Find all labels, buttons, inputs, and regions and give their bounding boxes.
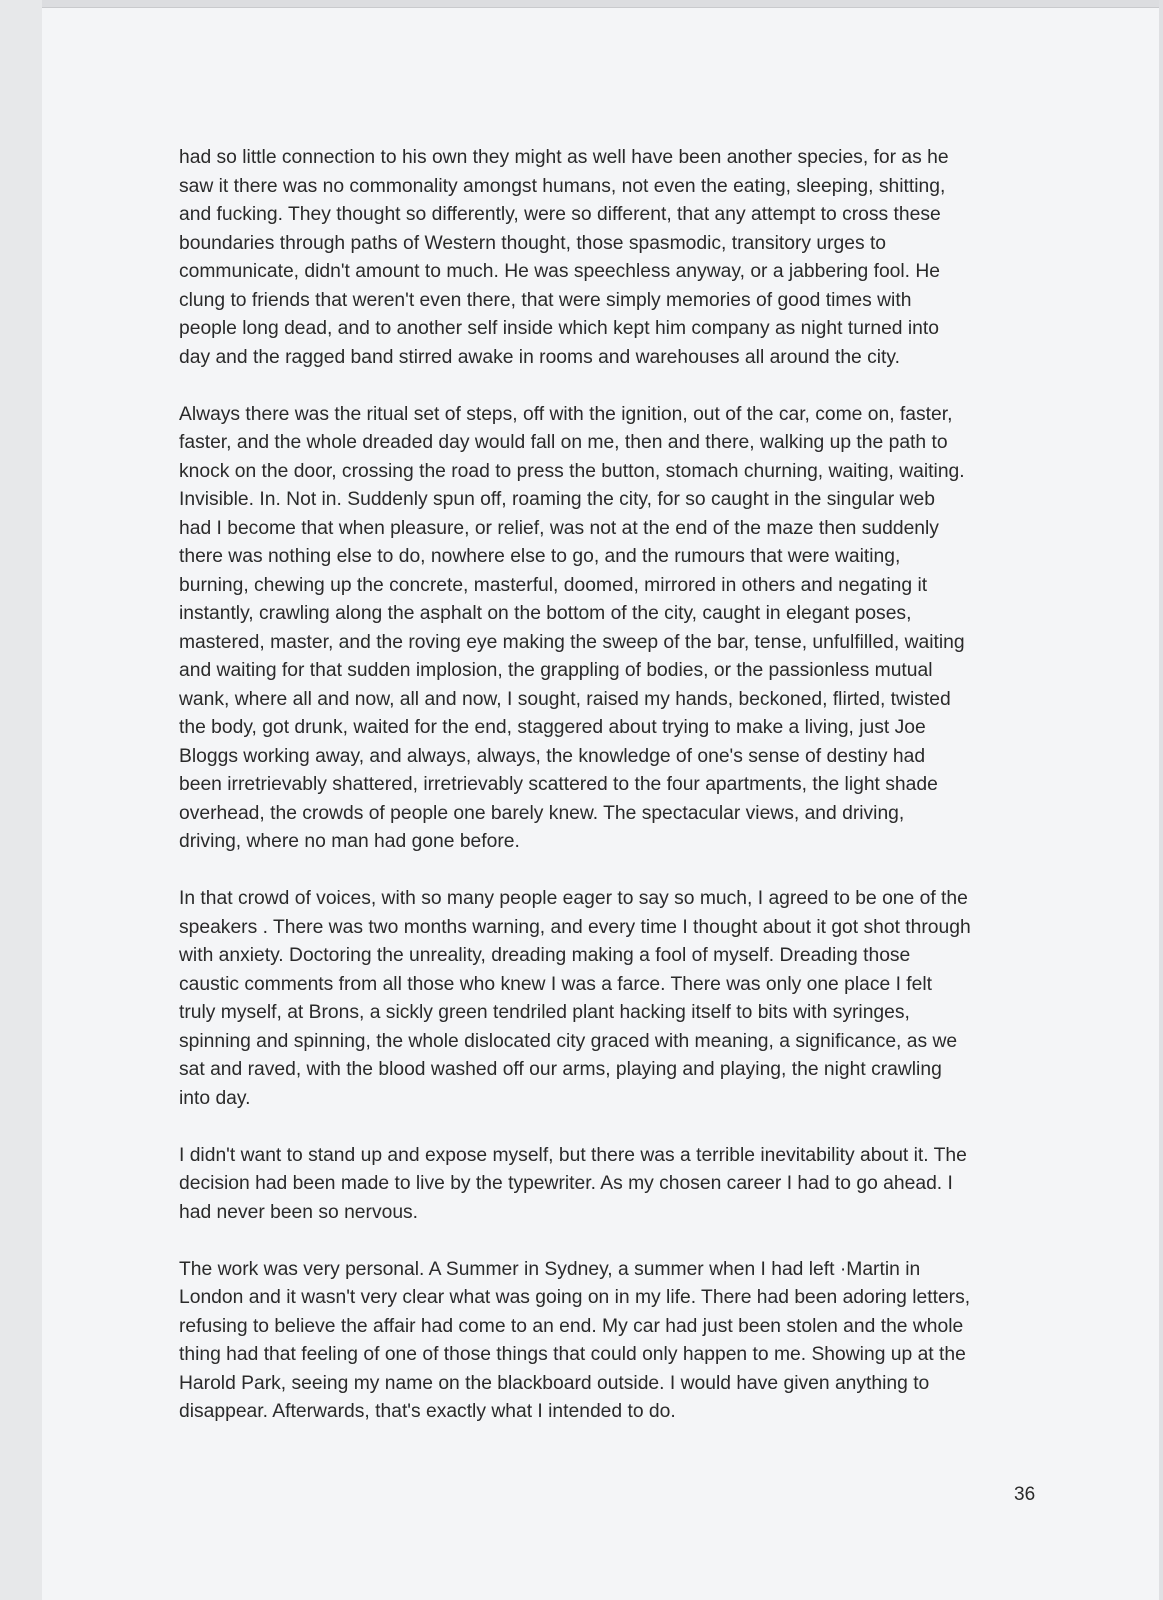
text-line: clung to friends that weren't even there, that were simply memories of good times with bbox=[179, 289, 912, 311]
paragraph-gap bbox=[179, 372, 1049, 401]
text-line: overhead, the crowds of people one barely knew. The spectacular views, and driving, bbox=[179, 802, 905, 824]
text-line: people long dead, and to another self inside which kept him company as night turned into bbox=[179, 318, 939, 339]
text-line: mastered, master, and the roving eye making the sweep of the bar, tense, unfulfilled, waiting bbox=[179, 631, 965, 653]
scan-edge-right bbox=[1159, 0, 1163, 1600]
text-line: Harold Park, seeing my name on the blackboard outside. I would have given anything to bbox=[179, 1372, 930, 1394]
text-line: faster, and the whole dreaded day would fall on me, then and there, walking up the path to bbox=[179, 432, 948, 453]
paragraph-gap bbox=[179, 1113, 1049, 1142]
text-line: knock on the door, crossing the road to press the button, stomach churning, waiting, waiting. bbox=[179, 460, 965, 482]
text-line: been irretrievably shattered, irretrievably scattered to the four apartments, the light shade bbox=[179, 774, 938, 795]
text-line: decision had been made to live by the typewriter. As my chosen career I had to go ahead. I bbox=[179, 1173, 953, 1194]
page-number: 36 bbox=[1014, 1484, 1036, 1505]
paragraph-5 bbox=[179, 1256, 1049, 1427]
text-line: truly myself, at Brons, a sickly green tendriled plant hacking itself to bits with syringes, bbox=[179, 1002, 910, 1023]
text-line: there was nothing else to do, nowhere else to go, and the rumours that were waiting, bbox=[179, 546, 901, 567]
text-line: spinning and spinning, the whole dislocated city graced with meaning, a significance, as we bbox=[179, 1030, 958, 1052]
text-line: instantly, crawling along the asphalt on the bottom of the city, caught in elegant poses, bbox=[179, 603, 912, 624]
text-line: refusing to believe the affair had come to an end. My car had just been stolen and the whole bbox=[179, 1315, 964, 1337]
text-line: saw it there was no commonality amongst humans, not even the eating, sleeping, shitting, bbox=[179, 175, 946, 197]
scan-edge-top bbox=[42, 0, 1163, 8]
text-line: communicate, didn't amount to much. He was speechless anyway, or a jabbering fool. He bbox=[179, 261, 941, 282]
text-line: day and the ragged band stirred awake in rooms and warehouses all around the city. bbox=[179, 346, 900, 368]
text-line: thing had that feeling of one of those things that could only happen to me. Showing up at the bbox=[179, 1344, 966, 1365]
text-line: the body, got drunk, waited for the end, staggered about trying to make a living, just Joe bbox=[179, 717, 926, 738]
paragraph-2 bbox=[179, 401, 1049, 857]
text-line: London and it wasn't very clear what was going on in my life. There had been adoring letters, bbox=[179, 1287, 971, 1308]
text-line: wank, where all and now, all and now, I sought, raised my hands, beckoned, flirted, twisted bbox=[179, 688, 951, 710]
paragraph-gap bbox=[179, 1227, 1049, 1256]
text-line: boundaries through paths of Western thought, those spasmodic, transitory urges to bbox=[179, 232, 887, 254]
text-line: In that crowd of voices, with so many people eager to say so much, I agreed to be one of the bbox=[179, 888, 968, 909]
text-line: with anxiety. Doctoring the unreality, dreading making a fool of myself. Dreading those bbox=[179, 945, 911, 966]
text-line: sat and raved, with the blood washed off our arms, playing and playing, the night crawling bbox=[179, 1059, 942, 1080]
paragraph-3 bbox=[179, 885, 1049, 1113]
text-line: and waiting for that sudden implosion, the grappling of bodies, or the passionless mutual bbox=[179, 660, 933, 681]
text-line: Bloggs working away, and always, always, the knowledge of one's sense of destiny had bbox=[179, 745, 926, 767]
scan-edge-left bbox=[0, 0, 42, 1600]
text-line: Always there was the ritual set of steps, off with the ignition, out of the car, come on, faster, bbox=[179, 403, 953, 425]
paragraph-gap bbox=[179, 857, 1049, 886]
text-line: driving, where no man had gone before. bbox=[179, 831, 520, 852]
text-line: I didn't want to stand up and expose myself, but there was a terrible inevitability about it. The bbox=[179, 1144, 967, 1166]
paragraph-1 bbox=[179, 144, 1049, 372]
text-line: had I become that when pleasure, or relief, was not at the end of the maze then suddenly bbox=[179, 517, 939, 539]
document-body bbox=[179, 144, 1049, 1427]
text-line: into day. bbox=[179, 1087, 251, 1109]
text-line: Invisible. In. Not in. Suddenly spun off, roaming the city, for so caught in the singular web bbox=[179, 489, 935, 510]
text-line: The work was very personal. A Summer in Sydney, a summer when I had left ·Martin in bbox=[179, 1258, 921, 1280]
text-line: burning, chewing up the concrete, masterful, doomed, mirrored in others and negating it bbox=[179, 574, 928, 596]
text-line: caustic comments from all those who knew I was a farce. There was only one place I felt bbox=[179, 973, 933, 995]
text-line: disappear. Afterwards, that's exactly what I intended to do. bbox=[179, 1401, 676, 1422]
text-line: had so little connection to his own they might as well have been another species, for as he bbox=[179, 147, 949, 168]
text-line: and fucking. They thought so differently, were so different, that any attempt to cross these bbox=[179, 204, 941, 225]
paragraph-4 bbox=[179, 1142, 1049, 1228]
text-line: speakers . There was two months warning, and every time I thought about it got shot through bbox=[179, 916, 971, 938]
text-line: had never been so nervous. bbox=[179, 1201, 419, 1223]
